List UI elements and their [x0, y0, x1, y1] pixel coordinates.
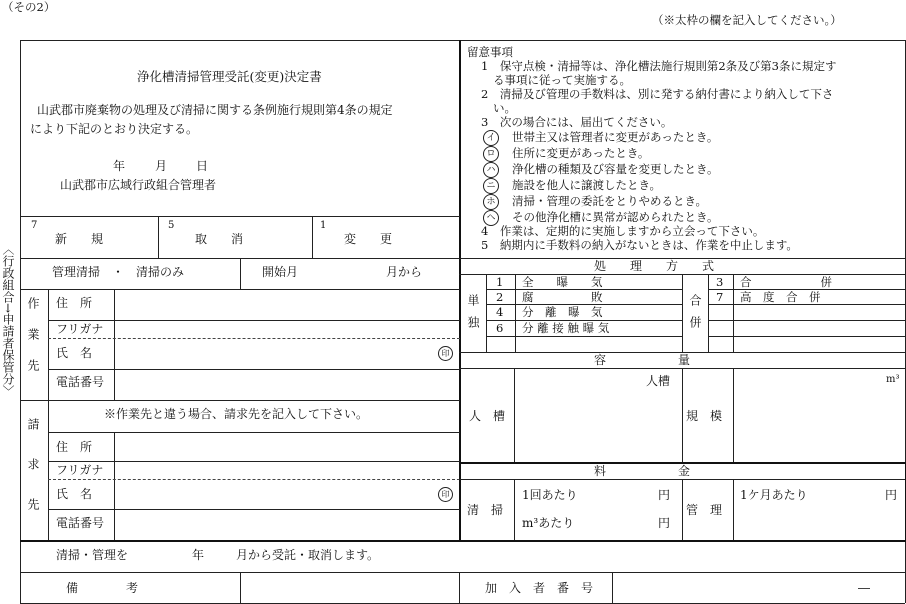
scale-input[interactable]	[734, 369, 904, 461]
note-2b: い。	[493, 101, 516, 115]
management-fee-input[interactable]	[734, 480, 904, 539]
notes-heading: 留意事項	[467, 45, 513, 59]
billing-note: ※作業先と違う場合、請求先を記入して下さい。	[104, 407, 369, 421]
mark-he-icon: ヘ	[483, 210, 499, 226]
start-month-suffix: 月から	[386, 265, 423, 279]
side-label: 〈行政組合→申請者保管分〉	[1, 243, 15, 398]
billing-name-input[interactable]	[115, 480, 435, 508]
acceptance-suffix: 月から受託・取消します。	[236, 548, 380, 562]
date-year: 年	[113, 159, 126, 173]
worksite-address-label: 住 所	[56, 296, 93, 310]
group-label-column	[48, 289, 49, 540]
start-month-label: 開始月	[262, 265, 299, 279]
remarks-input[interactable]	[241, 573, 458, 602]
service-type-field[interactable]: 管理清掃 ・ 清掃のみ	[52, 265, 185, 279]
single-code-2: 2	[496, 290, 504, 304]
combined-code-3: 3	[716, 275, 724, 289]
worksite-label-1	[27, 297, 39, 392]
service-row-top	[20, 258, 905, 259]
issuer-name: 山武郡市広域行政組合管理者	[60, 178, 217, 192]
mark-ro-icon: ロ	[483, 146, 499, 162]
cleaning-fee-input[interactable]	[515, 480, 681, 539]
billing-group-label: 請求先	[26, 418, 40, 538]
remarks-label: 備 考	[66, 581, 139, 595]
worksite-furigana-label: フリガナ	[56, 322, 104, 336]
single-code-1: 1	[496, 275, 504, 289]
mark-ni-icon: ニ	[483, 178, 499, 194]
worksite-furigana-input[interactable]	[115, 321, 459, 337]
member-number-label: 加 入 者 番 号	[485, 581, 594, 595]
instruction-note: （※太枠の欄を記入してください。）	[652, 13, 842, 27]
billing-seal-icon: 印	[438, 487, 453, 502]
thick-bottom-left	[20, 540, 460, 542]
per-m3-yen: 円	[658, 516, 671, 530]
note-item-6: その他浄化槽に異常が認められたとき。	[512, 210, 719, 224]
note-5: 5 納期内に手数料の納入がないときは、作業を中止します。	[481, 238, 798, 252]
billing-furigana-input[interactable]	[115, 462, 459, 478]
acceptance-year: 年	[192, 548, 205, 562]
single-label	[467, 294, 479, 340]
combined-code-7: 7	[716, 290, 724, 304]
method-heading: 処 理 方 式	[594, 259, 715, 273]
frame-top	[20, 40, 905, 41]
per-month-yen: 円	[885, 488, 898, 502]
worksite-phone-input[interactable]	[115, 370, 459, 399]
cancel-checkbox-label[interactable]: 取 消	[195, 232, 244, 246]
single-name-1[interactable]: 全 曝 気	[522, 275, 603, 289]
combined-name-7[interactable]: 高 度 合 併	[740, 290, 821, 304]
note-1b: る事項に従って実施する。	[493, 73, 631, 87]
per-time-yen: 円	[658, 488, 671, 502]
fee-heading: 料 金	[594, 464, 691, 478]
note-item-2: 住所に変更があったとき。	[512, 146, 650, 160]
single-code-4: 4	[496, 305, 504, 319]
frame-left	[20, 40, 21, 603]
worksite-name-label: 氏 名	[56, 346, 93, 360]
date-day: 日	[196, 159, 209, 173]
billing-address-label: 住 所	[56, 440, 93, 454]
worksite-name-input[interactable]	[115, 339, 435, 368]
note-item-1: 世帯主又は管理者に変更があったとき。	[512, 130, 719, 144]
management-label: 管 理	[686, 503, 723, 517]
mark-i-icon: イ	[483, 130, 499, 146]
status-row-top	[20, 216, 460, 217]
thick-divider	[459, 40, 461, 540]
combined-label-text: 合併	[688, 294, 702, 338]
billing-name-label: 氏 名	[56, 487, 93, 501]
per-month-label: 1ケ月あたり	[740, 488, 808, 502]
note-item-5: 清掃・管理の委託をとりやめるとき。	[512, 194, 708, 208]
single-label-text: 単独	[466, 294, 480, 338]
decision-body-line2: により下記のとおり決定する。	[30, 122, 199, 136]
note-item-3: 浄化槽の種類及び容量を変更したとき。	[512, 162, 719, 176]
page-marker: （その2）	[2, 0, 56, 14]
new-checkbox-label[interactable]: 新 規	[55, 232, 104, 246]
scale-unit: m³	[886, 374, 900, 385]
date-month: 月	[155, 159, 168, 173]
note-3: 3 次の場合には、届出てください。	[481, 115, 673, 129]
acceptance-prefix: 清掃・管理を	[56, 548, 129, 562]
per-time-label: 1回あたり	[522, 488, 578, 502]
cleaning-label: 清 掃	[467, 503, 504, 517]
cancel-code: 5	[168, 220, 175, 231]
worksite-phone-label: 電話番号	[56, 375, 105, 389]
new-code: 7	[31, 220, 38, 231]
note-4: 4 作業は、定期的に実施しますから立会って下さい。	[481, 224, 765, 238]
billing-address-input[interactable]	[115, 433, 459, 460]
member-number-dash: ―	[858, 581, 870, 595]
billing-label-1	[27, 418, 39, 540]
decision-title: 浄化槽清掃管理受託(変更)決定書	[137, 69, 322, 84]
note-1a: 1 保守点検・清掃等は、浄化槽法施行規則第2条及び第3条に規定す	[481, 59, 837, 73]
per-m3-label: m³あたり	[522, 516, 575, 530]
single-name-2[interactable]: 腐 敗	[522, 290, 603, 304]
billing-phone-input[interactable]	[115, 510, 459, 539]
combined-label	[689, 294, 701, 340]
single-code-6: 6	[496, 321, 504, 335]
worksite-group-label: 作業先	[26, 297, 40, 390]
mark-ha-icon: ハ	[483, 162, 499, 178]
combined-name-3[interactable]: 合 併	[740, 275, 832, 289]
billing-phone-label: 電話番号	[56, 516, 105, 530]
persons-unit: 人槽	[646, 374, 671, 388]
scale-label: 規 模	[686, 409, 723, 423]
decision-body-line1: 山武郡市廃棄物の処理及び清掃に関する条例施行規則第4条の規定	[37, 103, 393, 117]
note-item-4: 施設を他人に譲渡したとき。	[512, 178, 662, 192]
billing-furigana-label: フリガナ	[56, 463, 104, 477]
worksite-address-input[interactable]	[115, 290, 459, 320]
capacity-heading: 容 量	[594, 353, 691, 367]
persons-label: 人 槽	[469, 409, 506, 423]
single-name-6[interactable]: 分 離 接 触 曝 気	[522, 321, 610, 335]
thick-fee-bottom	[459, 540, 906, 542]
change-code: 1	[320, 220, 327, 231]
note-2a: 2 清掃及び管理の手数料は、別に発する納付書により納入して下さ	[481, 87, 834, 101]
mark-ho-icon: ホ	[483, 194, 499, 210]
change-checkbox-label[interactable]: 変 更	[344, 232, 393, 246]
worksite-seal-icon: 印	[438, 346, 453, 361]
single-name-4[interactable]: 分 離 曝 気	[522, 305, 603, 319]
